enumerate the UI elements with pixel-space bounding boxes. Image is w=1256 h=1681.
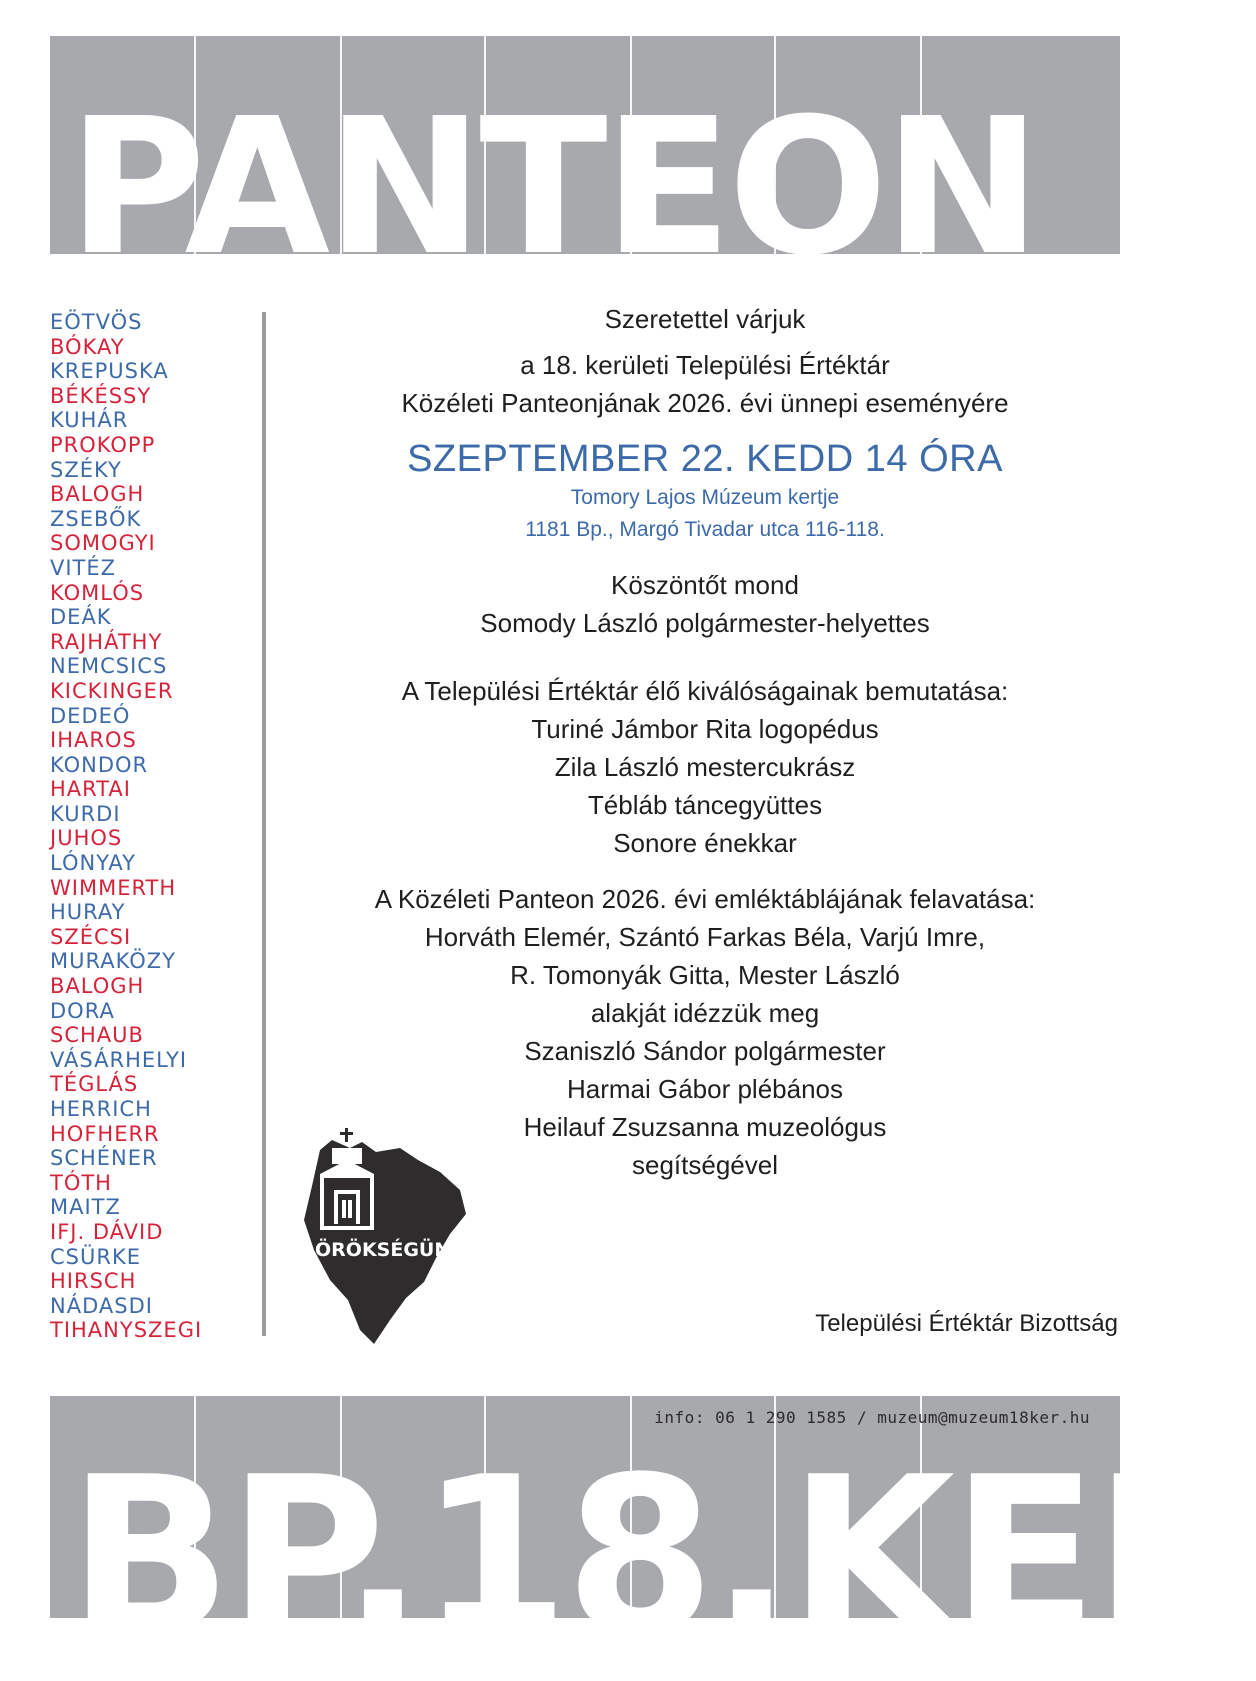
panteon-name: KURDI	[50, 801, 121, 826]
panteon-name: JUHOS	[50, 826, 123, 851]
panteon-name: SCHAUB	[50, 1023, 144, 1048]
presentation-item: Tébláb táncegyüttes	[587, 790, 823, 820]
column-divider	[262, 312, 266, 1336]
plaque-line: segítségével	[632, 1150, 778, 1180]
panteon-name: CSÜRKE	[50, 1244, 141, 1269]
panteon-name: HERRICH	[50, 1097, 152, 1121]
panteon-name: LÓNYAY	[50, 851, 136, 876]
panteon-name: RAJHÁTHY	[50, 629, 163, 654]
panteon-name: KREPUSKA	[50, 359, 169, 384]
page-title: PANTEON	[68, 78, 1038, 297]
plaque-line: alakját idézzük meg	[590, 998, 820, 1028]
panteon-name: KOMLÓS	[50, 580, 145, 605]
panteon-name: HURAY	[50, 900, 126, 925]
panteon-name: ZSEBŐK	[50, 506, 142, 531]
greeting-block	[290, 566, 1120, 642]
panteon-name: HIRSCH	[50, 1269, 137, 1294]
plaque-line: Horváth Elemér, Szántó Farkas Béla, Varjú Imre,	[424, 922, 986, 952]
invitation-line: Szeretettel várjuk	[604, 304, 806, 334]
church-district-map-icon	[290, 1130, 490, 1360]
presentation-item: Sonore énekkar	[613, 828, 797, 858]
plaque-line: R. Tomonyák Gitta, Mester László	[510, 960, 900, 990]
panteon-name: HARTAI	[50, 777, 131, 802]
panteon-name: TÓTH	[50, 1170, 112, 1195]
event-date: SZEPTEMBER 22. KEDD 14 ÓRA	[407, 438, 1003, 480]
panteon-name: VITÉZ	[50, 555, 117, 580]
panteon-name: WIMMERTH	[50, 875, 177, 900]
plaque-line: Szaniszló Sándor polgármester	[524, 1036, 886, 1066]
panteon-name: EÖTVÖS	[50, 310, 143, 334]
panteon-name: BALOGH	[50, 974, 145, 999]
panteon-name: PROKOPP	[50, 432, 156, 457]
panteon-name: VÁSÁRHELYI	[50, 1047, 188, 1072]
panteon-name: IHAROS	[50, 728, 137, 753]
invitation-line: Közéleti Panteonjának 2026. évi ünnepi eseményére	[401, 388, 1009, 418]
panteon-name: BALOGH	[50, 482, 145, 507]
svg-text:ÖRÖKSÉGÜNK: ÖRÖKSÉGÜNK	[315, 1239, 465, 1261]
panteon-name: BÉKÉSSY	[50, 383, 152, 408]
presentation-item: Turiné Jámbor Rita logopédus	[531, 714, 879, 744]
panteon-name: KICKINGER	[50, 678, 174, 703]
panteon-name: MURAKÖZY	[50, 949, 176, 974]
footer-banner	[50, 1396, 1256, 1681]
oroksegunk-logo	[290, 1130, 490, 1360]
footer-title: BP.18.KER	[68, 1430, 1256, 1681]
panteon-name: TÉGLÁS	[50, 1072, 139, 1097]
panteon-name: KONDOR	[50, 752, 149, 777]
header-banner	[50, 36, 1120, 297]
event-block	[290, 436, 1120, 546]
panteon-name: DORA	[50, 998, 115, 1023]
panteon-name: NÁDASDI	[50, 1293, 153, 1318]
panteon-name: DEDEÓ	[50, 703, 131, 728]
panteon-name: SZÉCSI	[50, 924, 132, 949]
contact-info: info: 06 1 290 1585 / muzeum@muzeum18ker.hu	[654, 1408, 1090, 1427]
panteon-name: KUHÁR	[50, 408, 129, 433]
panteon-name: SCHÉNER	[50, 1146, 158, 1171]
invitation-line: a 18. kerületi Települési Értéktár	[520, 350, 890, 380]
plaque-line: Harmai Gábor plébános	[566, 1074, 844, 1104]
panteon-name: HOFHERR	[50, 1121, 160, 1146]
panteon-name: DEÁK	[50, 605, 112, 630]
presentation-block	[290, 672, 1120, 862]
panteon-name: SZÉKY	[50, 457, 122, 482]
panteon-name: NEMCSICS	[50, 654, 168, 679]
panteon-name: BÓKAY	[50, 334, 125, 359]
plaque-line: Heilauf Zsuzsanna muzeológus	[523, 1112, 887, 1142]
event-venue: Tomory Lajos Múzeum kertje	[570, 486, 840, 509]
invitation-block	[290, 300, 1120, 422]
presentation-item: Zila László mestercukrász	[554, 752, 856, 782]
signature: Települési Értéktár Bizottság	[815, 1310, 1118, 1337]
panteon-name: MAITZ	[50, 1195, 121, 1220]
panteon-names-list	[50, 310, 260, 1343]
event-address: 1181 Bp., Margó Tivadar utca 116-118.	[525, 518, 885, 541]
panteon-name: SOMOGYI	[50, 531, 156, 556]
panteon-name: IFJ. DÁVID	[50, 1219, 164, 1244]
greeting-line: Köszöntőt mond	[611, 570, 799, 600]
panteon-name: TIHANYSZEGI	[50, 1318, 203, 1343]
greeting-speaker: Somody László polgármester-helyettes	[480, 608, 930, 638]
plaque-heading: A Közéleti Panteon 2026. évi emléktáblájának felavatása:	[374, 884, 1036, 914]
presentation-heading: A Települési Értéktár élő kiválóságainak bemutatása:	[401, 676, 1009, 706]
